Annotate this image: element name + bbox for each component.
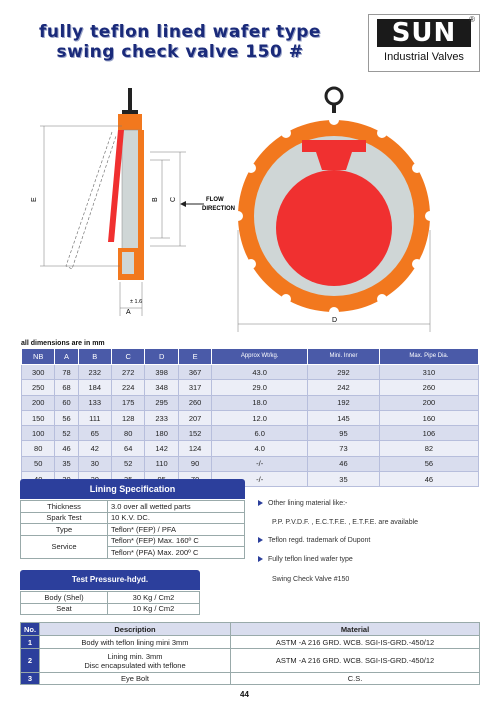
cell: 184 bbox=[78, 380, 111, 395]
part-material: ASTM -A 216 GRD. WCB. SGI-IS-GRD.-450/12 bbox=[231, 636, 480, 649]
table-row bbox=[21, 512, 245, 524]
part-description: Eye Bolt bbox=[40, 673, 231, 685]
cell: -/- bbox=[212, 456, 308, 471]
cell: 35 bbox=[308, 472, 380, 487]
cell: 133 bbox=[78, 395, 111, 410]
dimensions-caption: all dimensions are in mm bbox=[21, 340, 105, 347]
cell: 292 bbox=[308, 365, 380, 380]
col-header: D bbox=[145, 349, 178, 365]
col-header: A bbox=[55, 349, 78, 365]
cell: 295 bbox=[145, 395, 178, 410]
cell: 100 bbox=[22, 426, 55, 441]
spark-test-value: 10 K.V. DC. bbox=[108, 512, 245, 524]
cell: 65 bbox=[78, 426, 111, 441]
cell: 180 bbox=[145, 426, 178, 441]
valve-drawing bbox=[0, 70, 500, 340]
note-product-2: Swing Check Valve #150 bbox=[272, 576, 350, 583]
table-row bbox=[22, 441, 479, 456]
body-shell-value: 30 Kg / Cm2 bbox=[108, 592, 200, 604]
title-line-2: swing check valve 150 # bbox=[56, 42, 304, 62]
cell: 207 bbox=[178, 410, 211, 425]
cell: 260 bbox=[379, 380, 478, 395]
page-number: 44 bbox=[240, 690, 249, 699]
col-header-material: Material bbox=[231, 623, 480, 636]
service-value-fep: Teflon* (FEP) Max. 160º C bbox=[108, 535, 245, 547]
cell: 160 bbox=[379, 410, 478, 425]
col-header: Max. Pipe Dia. bbox=[379, 349, 478, 365]
logo-brand: SUN bbox=[377, 19, 471, 47]
dim-a-tolerance: ± 1.6 bbox=[130, 299, 143, 305]
cell: 46 bbox=[55, 441, 78, 456]
col-header-description: Description bbox=[40, 623, 231, 636]
direction-label: DIRECTION bbox=[202, 206, 235, 212]
cell: 29.0 bbox=[212, 380, 308, 395]
table-row bbox=[21, 501, 245, 513]
col-header: C bbox=[112, 349, 145, 365]
cell: 300 bbox=[22, 365, 55, 380]
cell: 110 bbox=[145, 456, 178, 471]
cell: 142 bbox=[145, 441, 178, 456]
table-row bbox=[22, 380, 479, 395]
cell: 367 bbox=[178, 365, 211, 380]
test-pressure-heading: Test Pressure-hdyd. bbox=[20, 570, 200, 590]
table-row bbox=[21, 535, 245, 547]
part-material: ASTM -A 216 GRD. WCB. SGI-IS-GRD.-450/12 bbox=[231, 649, 480, 673]
seat-value: 10 Kg / Cm2 bbox=[108, 603, 200, 615]
part-material: C.S. bbox=[231, 673, 480, 685]
cell: 60 bbox=[55, 395, 78, 410]
lining-spec-heading: Lining Specification bbox=[20, 479, 245, 499]
note-product: Fully teflon lined wafer type bbox=[258, 556, 353, 563]
cell: 12.0 bbox=[212, 410, 308, 425]
table-row bbox=[22, 410, 479, 425]
cell: 43.0 bbox=[212, 365, 308, 380]
cell: 95 bbox=[308, 426, 380, 441]
type-label: Type bbox=[21, 524, 108, 536]
part-description-line-1: Lining min. 3mm bbox=[107, 651, 163, 661]
cell: 80 bbox=[22, 441, 55, 456]
col-header: Approx Wt/kg. bbox=[212, 349, 308, 365]
part-no: 1 bbox=[21, 636, 40, 649]
col-header: Mini. Inner bbox=[308, 349, 380, 365]
table-row bbox=[22, 456, 479, 471]
cell: 73 bbox=[308, 441, 380, 456]
sun-logo bbox=[368, 14, 480, 72]
flow-label: FLOW bbox=[206, 197, 224, 203]
cell: 18.0 bbox=[212, 395, 308, 410]
cell: 348 bbox=[145, 380, 178, 395]
bullet-arrow-icon bbox=[258, 537, 263, 543]
part-no: 3 bbox=[21, 673, 40, 685]
cell: 35 bbox=[55, 456, 78, 471]
test-pressure-table bbox=[20, 591, 200, 615]
dim-e-label: E bbox=[31, 197, 38, 202]
lining-spec-table bbox=[20, 500, 245, 559]
cell: 82 bbox=[379, 441, 478, 456]
cell: 111 bbox=[78, 410, 111, 425]
side-eye-bolt bbox=[128, 88, 132, 112]
cell: 56 bbox=[55, 410, 78, 425]
cell: 232 bbox=[78, 365, 111, 380]
cell: 6.0 bbox=[212, 426, 308, 441]
cell: 272 bbox=[112, 365, 145, 380]
table-row bbox=[22, 365, 479, 380]
col-header: B bbox=[78, 349, 111, 365]
cell: 68 bbox=[55, 380, 78, 395]
cell: 224 bbox=[112, 380, 145, 395]
table-row bbox=[21, 673, 480, 685]
thickness-value: 3.0 over all wetted parts bbox=[108, 501, 245, 513]
dim-b-label: B bbox=[152, 197, 159, 202]
note-trademark: Teflon regd. trademark of Dupont bbox=[258, 537, 370, 544]
cell: 192 bbox=[308, 395, 380, 410]
cell: 52 bbox=[112, 456, 145, 471]
cell: 175 bbox=[112, 395, 145, 410]
bullet-arrow-icon bbox=[258, 556, 263, 562]
cell: 260 bbox=[178, 395, 211, 410]
part-description bbox=[40, 649, 231, 673]
table-row bbox=[21, 636, 480, 649]
front-eye-bolt bbox=[326, 88, 342, 104]
cell: 80 bbox=[112, 426, 145, 441]
side-view bbox=[31, 88, 235, 316]
cell: 317 bbox=[178, 380, 211, 395]
cell: 242 bbox=[308, 380, 380, 395]
cell: 124 bbox=[178, 441, 211, 456]
cell: 42 bbox=[78, 441, 111, 456]
cell: 46 bbox=[308, 456, 380, 471]
cell: 233 bbox=[145, 410, 178, 425]
dim-a-label: A bbox=[126, 309, 131, 316]
spark-test-label: Spark Test bbox=[21, 512, 108, 524]
front-disc bbox=[276, 170, 392, 286]
service-label: Service bbox=[21, 535, 108, 558]
table-row bbox=[21, 649, 480, 673]
cell: 78 bbox=[55, 365, 78, 380]
cell: 200 bbox=[379, 395, 478, 410]
title-line-1: fully teflon lined wafer type bbox=[39, 22, 321, 42]
part-description-line-2: Disc encapsulated with teflone bbox=[84, 660, 186, 670]
cell: 250 bbox=[22, 380, 55, 395]
part-description: Body with teflon lining mini 3mm bbox=[40, 636, 231, 649]
front-view bbox=[233, 88, 435, 332]
table-row bbox=[21, 524, 245, 536]
service-value-pfa: Teflon* (PFA) Max. 200º C bbox=[108, 547, 245, 559]
cell: 150 bbox=[22, 410, 55, 425]
part-no: 2 bbox=[21, 649, 40, 673]
bullet-arrow-icon bbox=[258, 500, 263, 506]
cell: 50 bbox=[22, 456, 55, 471]
dim-d-label: D bbox=[332, 317, 338, 324]
logo-subtitle: Industrial Valves bbox=[384, 51, 464, 63]
cell: 90 bbox=[178, 456, 211, 471]
note-materials: P.P. P.V.D.F. , E.C.T.F.E. , E.T.F.E. are available bbox=[272, 519, 419, 526]
seat-label: Seat bbox=[21, 603, 108, 615]
side-body-liner bbox=[122, 130, 140, 260]
table-row bbox=[22, 426, 479, 441]
page-title bbox=[30, 22, 330, 62]
cell: 145 bbox=[308, 410, 380, 425]
table-row bbox=[22, 395, 479, 410]
cell: 64 bbox=[112, 441, 145, 456]
note-other-lining: Other lining material like:- bbox=[258, 500, 347, 507]
cell: 152 bbox=[178, 426, 211, 441]
side-body-top bbox=[118, 114, 142, 130]
open-disc-outline bbox=[66, 132, 116, 269]
dim-c-label: C bbox=[170, 196, 177, 202]
table-row bbox=[21, 603, 200, 615]
type-value: Teflon* (FEP) / PFA bbox=[108, 524, 245, 536]
cell: 30 bbox=[78, 456, 111, 471]
side-disc bbox=[108, 130, 124, 242]
cell: 128 bbox=[112, 410, 145, 425]
cell: 398 bbox=[145, 365, 178, 380]
col-header: NB bbox=[22, 349, 55, 365]
col-header-no: No. bbox=[21, 623, 40, 636]
flow-arrow-icon bbox=[180, 201, 186, 207]
cell: -/- bbox=[212, 472, 308, 487]
parts-table bbox=[20, 622, 480, 685]
dimensions-table bbox=[21, 348, 479, 487]
thickness-label: Thickness bbox=[21, 501, 108, 513]
table-row bbox=[21, 592, 200, 604]
body-shell-label: Body (Shel) bbox=[21, 592, 108, 604]
cell: 4.0 bbox=[212, 441, 308, 456]
cell: 46 bbox=[379, 472, 478, 487]
cell: 200 bbox=[22, 395, 55, 410]
cell: 56 bbox=[379, 456, 478, 471]
col-header: E bbox=[178, 349, 211, 365]
cell: 52 bbox=[55, 426, 78, 441]
logo-registered-mark: ® bbox=[469, 15, 475, 24]
cell: 310 bbox=[379, 365, 478, 380]
cell: 106 bbox=[379, 426, 478, 441]
